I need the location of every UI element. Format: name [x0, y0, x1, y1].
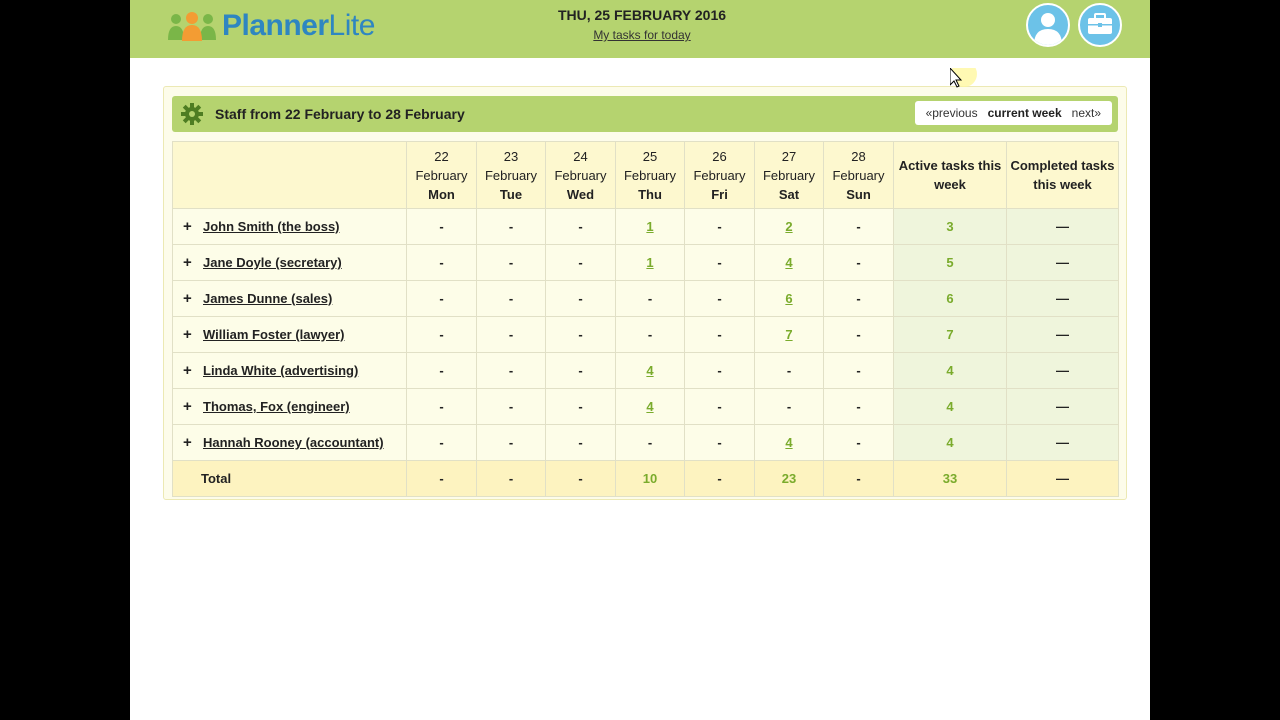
- completed-header-cell: [1007, 142, 1119, 209]
- day-number: 23: [503, 148, 519, 164]
- table-row: [173, 281, 1119, 317]
- staff-name-link[interactable]: Jane Doyle (secretary): [203, 255, 342, 270]
- completed-tasks-cell: —: [1007, 245, 1119, 281]
- expand-plus-icon[interactable]: +: [183, 362, 192, 379]
- previous-week-link[interactable]: «previous: [925, 106, 978, 120]
- empty-day-cell: -: [824, 317, 894, 353]
- current-week-link[interactable]: current week: [987, 106, 1062, 120]
- mouse-cursor-icon: [950, 68, 982, 100]
- logo[interactable]: [166, 8, 375, 44]
- expand-plus-icon[interactable]: +: [183, 326, 192, 343]
- active-tasks-cell: 3: [894, 209, 1007, 245]
- task-count-link[interactable]: 4: [785, 435, 793, 450]
- staff-panel: [163, 86, 1127, 500]
- completed-tasks-header: Completed tasks this week: [1010, 158, 1115, 192]
- panel-title-bar: [172, 96, 1118, 132]
- day-number: 22: [434, 148, 449, 164]
- total-day-cell: 10: [616, 461, 685, 497]
- staff-name-link[interactable]: Thomas, Fox (engineer): [203, 399, 350, 414]
- task-count-cell: [755, 317, 824, 353]
- empty-day-cell: -: [546, 317, 616, 353]
- total-day-cell: -: [407, 461, 477, 497]
- empty-day-cell: -: [477, 389, 546, 425]
- app-window: [130, 0, 1150, 720]
- empty-day-cell: -: [616, 317, 685, 353]
- day-number: 27: [781, 148, 797, 164]
- task-count-cell: [755, 245, 824, 281]
- active-tasks-cell: 4: [894, 389, 1007, 425]
- task-count-cell: [616, 353, 685, 389]
- empty-day-cell: -: [477, 353, 546, 389]
- empty-day-cell: -: [546, 353, 616, 389]
- day-header-wed: [546, 142, 616, 209]
- staff-name-cell: [173, 317, 407, 353]
- active-tasks-cell: 4: [894, 353, 1007, 389]
- day-of-week: Wed: [566, 186, 595, 202]
- total-day-cell: -: [546, 461, 616, 497]
- date-block: [510, 7, 774, 44]
- staff-name-link[interactable]: James Dunne (sales): [203, 291, 333, 306]
- active-header-cell: [894, 142, 1007, 209]
- active-tasks-cell: 6: [894, 281, 1007, 317]
- task-count-link[interactable]: 4: [785, 255, 793, 270]
- empty-day-cell: -: [616, 425, 685, 461]
- task-count-cell: [616, 245, 685, 281]
- staff-name-cell: [173, 281, 407, 317]
- active-tasks-cell: 5: [894, 245, 1007, 281]
- staff-name-cell: [173, 425, 407, 461]
- day-header-mon: [407, 142, 477, 209]
- day-header-thu: [616, 142, 685, 209]
- day-of-week: Thu: [638, 186, 662, 202]
- day-of-week: Mon: [428, 186, 455, 202]
- expand-plus-icon[interactable]: +: [183, 398, 192, 415]
- expand-plus-icon[interactable]: +: [183, 254, 192, 271]
- empty-day-cell: -: [685, 209, 755, 245]
- empty-day-cell: -: [546, 281, 616, 317]
- empty-day-cell: -: [685, 389, 755, 425]
- empty-day-cell: -: [685, 317, 755, 353]
- logo-text-lite: Lite: [328, 9, 375, 42]
- empty-day-cell: -: [824, 281, 894, 317]
- staff-name-cell: [173, 209, 407, 245]
- active-tasks-cell: 7: [894, 317, 1007, 353]
- day-header-sun: [824, 142, 894, 209]
- completed-tasks-cell: —: [1007, 425, 1119, 461]
- empty-day-cell: -: [824, 353, 894, 389]
- task-count-cell: [616, 209, 685, 245]
- empty-day-cell: -: [824, 209, 894, 245]
- total-day-cell: -: [685, 461, 755, 497]
- task-count-cell: [755, 425, 824, 461]
- table-row: [173, 209, 1119, 245]
- empty-day-cell: -: [407, 245, 477, 281]
- table-header-row: [173, 142, 1119, 209]
- staff-tasks-table: [172, 141, 1119, 497]
- task-count-link[interactable]: 4: [646, 399, 654, 414]
- empty-day-cell: -: [755, 389, 824, 425]
- empty-day-cell: -: [407, 389, 477, 425]
- task-count-link[interactable]: 6: [785, 291, 793, 306]
- task-count-link[interactable]: 2: [785, 219, 793, 234]
- next-week-link[interactable]: next»: [1071, 106, 1101, 120]
- expand-plus-icon[interactable]: +: [183, 218, 192, 235]
- empty-day-cell: -: [477, 281, 546, 317]
- expand-plus-icon[interactable]: +: [183, 290, 192, 307]
- completed-tasks-cell: —: [1007, 209, 1119, 245]
- header-bar: [130, 0, 1150, 58]
- empty-day-cell: -: [546, 245, 616, 281]
- total-day-cell: -: [824, 461, 894, 497]
- day-month: February: [484, 167, 538, 183]
- task-count-link[interactable]: 4: [646, 363, 654, 378]
- table-body: [173, 209, 1119, 461]
- logo-text: [222, 9, 375, 43]
- active-tasks-header: Active tasks this week: [898, 158, 1002, 192]
- day-header-sat: [755, 142, 824, 209]
- day-of-week: Sat: [778, 186, 800, 202]
- briefcase-button[interactable]: [1078, 3, 1122, 47]
- week-navigation: [915, 101, 1112, 125]
- empty-day-cell: -: [546, 209, 616, 245]
- empty-day-cell: -: [477, 425, 546, 461]
- day-number: 24: [573, 148, 588, 164]
- completed-tasks-cell: —: [1007, 281, 1119, 317]
- total-label: Total: [173, 461, 407, 497]
- empty-day-cell: -: [685, 353, 755, 389]
- staff-name-link[interactable]: Linda White (advertising): [203, 363, 359, 378]
- staff-name-link[interactable]: Hannah Rooney (accountant): [203, 435, 384, 450]
- staff-name-cell: [173, 389, 407, 425]
- empty-day-cell: -: [824, 389, 894, 425]
- task-count-link[interactable]: 7: [785, 327, 793, 342]
- gear-icon[interactable]: [180, 102, 204, 126]
- day-month: February: [762, 167, 816, 183]
- day-number: 26: [712, 148, 727, 164]
- day-header-fri: [685, 142, 755, 209]
- staff-name-link[interactable]: William Foster (lawyer): [203, 327, 345, 342]
- my-tasks-link[interactable]: My tasks for today: [593, 28, 691, 42]
- expand-plus-icon[interactable]: +: [183, 434, 192, 451]
- active-tasks-cell: 4: [894, 425, 1007, 461]
- empty-day-cell: -: [546, 389, 616, 425]
- task-count-cell: [616, 389, 685, 425]
- task-count-link[interactable]: 1: [646, 255, 654, 270]
- day-number: 25: [642, 148, 658, 164]
- empty-day-cell: -: [477, 209, 546, 245]
- staff-name-link[interactable]: John Smith (the boss): [203, 219, 340, 234]
- total-day-cell: 23: [755, 461, 824, 497]
- total-row: [173, 461, 1119, 497]
- day-of-week: Tue: [499, 186, 523, 202]
- task-count-link[interactable]: 1: [646, 219, 654, 234]
- empty-day-cell: -: [685, 281, 755, 317]
- empty-day-cell: -: [407, 281, 477, 317]
- user-profile-button[interactable]: [1026, 3, 1070, 47]
- empty-day-cell: -: [546, 425, 616, 461]
- completed-tasks-cell: —: [1007, 389, 1119, 425]
- total-day-cell: -: [477, 461, 546, 497]
- staff-name-cell: [173, 245, 407, 281]
- completed-tasks-cell: —: [1007, 353, 1119, 389]
- panel-title: Staff from 22 February to 28 February: [215, 106, 465, 122]
- table-row: [173, 317, 1119, 353]
- people-logo-icon: [166, 10, 218, 42]
- table-row: [173, 425, 1119, 461]
- task-count-cell: [755, 209, 824, 245]
- day-month: February: [693, 167, 746, 183]
- empty-day-cell: -: [824, 245, 894, 281]
- user-icon: [1028, 5, 1068, 45]
- staff-name-cell: [173, 353, 407, 389]
- empty-day-cell: -: [685, 245, 755, 281]
- empty-day-cell: -: [407, 209, 477, 245]
- day-month: February: [623, 167, 677, 183]
- table-row: [173, 245, 1119, 281]
- staff-header-cell: [173, 142, 407, 209]
- table-row: [173, 389, 1119, 425]
- day-month: February: [554, 167, 607, 183]
- day-of-week: Fri: [711, 186, 728, 202]
- total-completed-cell: —: [1007, 461, 1119, 497]
- empty-day-cell: -: [477, 245, 546, 281]
- empty-day-cell: -: [407, 353, 477, 389]
- current-date: THU, 25 FEBRUARY 2016: [557, 7, 727, 23]
- empty-day-cell: -: [477, 317, 546, 353]
- completed-tasks-cell: —: [1007, 317, 1119, 353]
- task-count-cell: [755, 281, 824, 317]
- table-row: [173, 353, 1119, 389]
- day-of-week: Sun: [846, 186, 871, 202]
- briefcase-icon: [1080, 5, 1120, 45]
- empty-day-cell: -: [616, 281, 685, 317]
- empty-day-cell: -: [407, 425, 477, 461]
- empty-day-cell: -: [755, 353, 824, 389]
- day-header-tue: [477, 142, 546, 209]
- day-month: February: [832, 167, 885, 183]
- day-number: 28: [851, 148, 866, 164]
- empty-day-cell: -: [407, 317, 477, 353]
- logo-text-planner: Planner: [222, 9, 329, 42]
- day-month: February: [415, 167, 468, 183]
- total-active-cell: 33: [894, 461, 1007, 497]
- empty-day-cell: -: [824, 425, 894, 461]
- empty-day-cell: -: [685, 425, 755, 461]
